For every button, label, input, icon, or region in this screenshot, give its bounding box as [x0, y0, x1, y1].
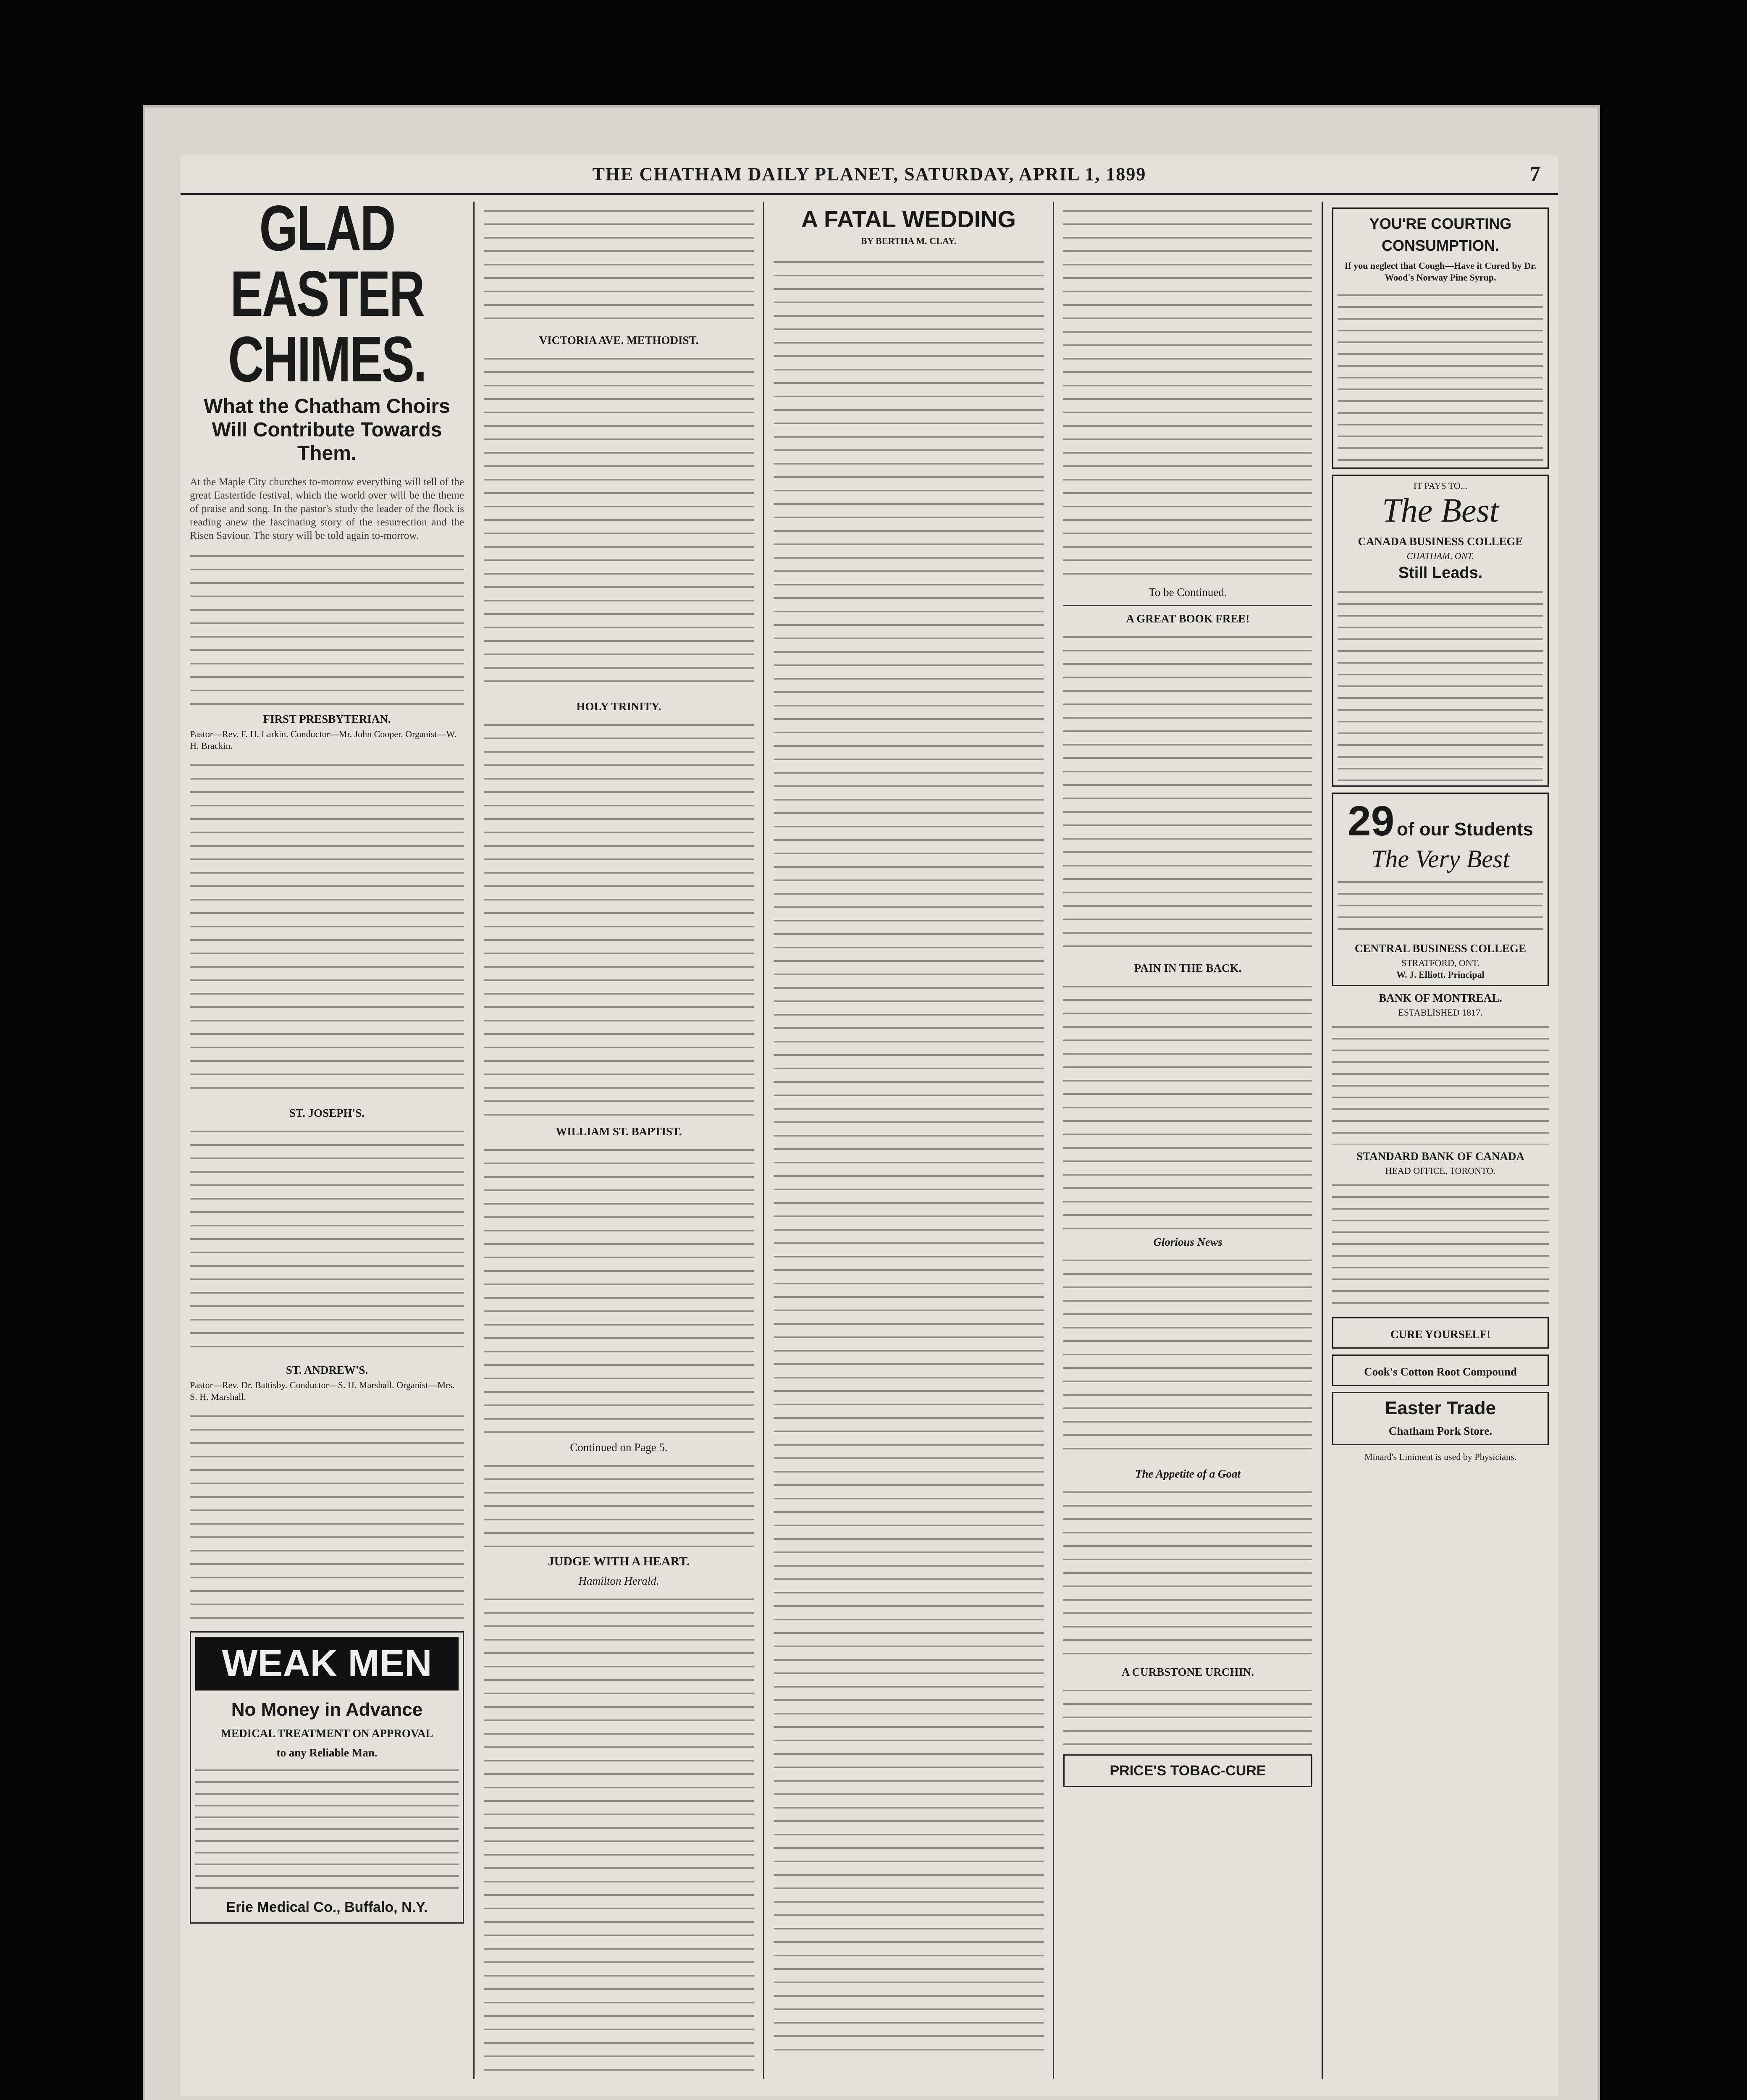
elliott: W. J. Elliott. Principal: [1396, 969, 1485, 980]
weak-men-line3: to any Reliable Man.: [276, 1746, 378, 1759]
still-leads: Still Leads.: [1398, 564, 1483, 582]
article-text-block: [1063, 977, 1312, 1229]
canada-business: CANADA BUSINESS COLLEGE: [1358, 535, 1523, 548]
article-text-block: [484, 1590, 754, 2079]
weak-men-text: [195, 1762, 459, 1896]
subhead-choirs: What the Chatham Choirs Will Contribute Towards Them.: [204, 395, 450, 465]
column-1: [181, 202, 475, 2079]
judge-headline: JUDGE WITH A HEART.: [548, 1554, 690, 1568]
article-intro: At the Maple City churches to-morrow everything will tell of the great Eastertide festival, which the world over will be the theme of praise and song. In the pastor's study the leader of the flock is reading anew the fascinating story of the resurrection and the Risen Saviour. The story will be told again to-morrow.: [190, 476, 464, 541]
standard-bank: STANDARD BANK OF CANADA: [1356, 1150, 1524, 1163]
great-book-head: A GREAT BOOK FREE!: [1126, 612, 1250, 625]
column-4: [1054, 202, 1323, 2079]
cure-yourself: CURE YOURSELF!: [1390, 1328, 1491, 1341]
divider: [1063, 605, 1312, 606]
appetite-head: The Appetite of a Goat: [1135, 1467, 1241, 1480]
program-text-block: [190, 756, 464, 1100]
erie-medical: Erie Medical Co., Buffalo, N.Y.: [226, 1899, 428, 1915]
column-2: [475, 202, 764, 2079]
weak-men-line1: No Money in Advance: [231, 1699, 423, 1720]
article-text-block: [1063, 628, 1312, 956]
chatham-ont: CHATHAM, ONT.: [1406, 551, 1474, 561]
cooks-compound: Cook's Cotton Root Compound: [1364, 1365, 1517, 1378]
weak-men-line2: MEDICAL TREATMENT ON APPROVAL: [220, 1727, 433, 1740]
bank-montreal: BANK OF MONTREAL.: [1379, 992, 1502, 1004]
the-best: The Best: [1382, 492, 1499, 529]
poem-text-block: [1063, 1681, 1312, 1748]
to-be-continued: To be Continued.: [1149, 586, 1227, 598]
twenty-nine: 29: [1347, 798, 1395, 845]
article-text-block: [1063, 1251, 1312, 1461]
program-text-block: [484, 716, 754, 1119]
our-students: of our Students: [1396, 819, 1534, 840]
byline: BY BERTHA M. CLAY.: [860, 236, 957, 246]
program-text-block: [484, 1141, 754, 1435]
masthead-title: THE CHATHAM DAILY PLANET, SATURDAY, APRIL 1, 1899: [592, 164, 1146, 184]
stratford: STRATFORD, ONT.: [1401, 958, 1479, 968]
pork-store: Chatham Pork Store.: [1388, 1425, 1493, 1437]
weak-men-title: WEAK MEN: [195, 1637, 459, 1690]
very-best: The Very Best: [1371, 845, 1510, 873]
section-first-presbyterian: FIRST PRESBYTERIAN.: [263, 713, 391, 725]
section-victoria-ave: VICTORIA AVE. METHODIST.: [539, 334, 699, 346]
program-text-block: [484, 349, 754, 694]
continued-note: Continued on Page 5.: [570, 1441, 668, 1454]
it-pays: IT PAYS TO...: [1413, 480, 1468, 491]
price-ad-title: PRICE'S TOBAC-CURE: [1110, 1763, 1266, 1779]
page-number: 7: [1529, 162, 1541, 186]
column-3: [764, 202, 1054, 2079]
article-text-block: [190, 547, 464, 706]
central-business: CENTRAL BUSINESS COLLEGE: [1354, 942, 1527, 955]
headline-easter-chimes: GLAD EASTER CHIMES.: [228, 202, 426, 396]
program-text-block: [484, 202, 754, 328]
directory: [1323, 202, 1558, 2079]
glorious-news-head: Glorious News: [1153, 1236, 1222, 1248]
headline-fatal-wedding: A FATAL WEDDING: [801, 206, 1016, 232]
judge-source: Hamilton Herald.: [578, 1575, 659, 1587]
urchin-head: A CURBSTONE URCHIN.: [1121, 1666, 1254, 1678]
story-text-block: [1063, 202, 1312, 580]
section-st-josephs: ST. JOSEPH'S.: [289, 1107, 365, 1119]
st-andrews-staff: Pastor—Rev. Dr. Battisby. Conductor—S. H. Marshall. Organist—Mrs. S. H. Marshall.: [190, 1380, 455, 1402]
minards-note: Minard's Liniment is used by Physicians.: [1364, 1452, 1517, 1462]
head-office: HEAD OFFICE, TORONTO.: [1385, 1166, 1496, 1176]
program-text-block: [190, 1407, 464, 1625]
consumption-head2: CONSUMPTION.: [1381, 237, 1499, 254]
masthead: [181, 155, 1558, 195]
pain-head: PAIN IN THE BACK.: [1134, 962, 1242, 974]
consumption-head1: YOU'RE COURTING: [1369, 215, 1512, 232]
section-william-st: WILLIAM ST. BAPTIST.: [556, 1125, 682, 1138]
article-text-block: [484, 1457, 754, 1549]
section-holy-trinity: HOLY TRINITY.: [576, 700, 661, 713]
weak-men-ad: [190, 1631, 464, 1924]
first-presbyterian-staff: Pastor—Rev. F. H. Larkin. Conductor—Mr. John Cooper. Organist—W. H. Brackin.: [190, 729, 456, 751]
easter-trade: Easter Trade: [1385, 1398, 1496, 1418]
price-tobac-cure-ad: [1063, 1754, 1312, 1787]
program-text-block: [190, 1122, 464, 1357]
section-st-andrews: ST. ANDREW'S.: [286, 1364, 368, 1376]
established: ESTABLISHED 1817.: [1398, 1007, 1483, 1018]
story-text-block: [774, 253, 1044, 2050]
consumption-sub: If you neglect that Cough—Have it Cured by Dr. Wood's Norway Pine Syrup.: [1344, 260, 1537, 283]
article-text-block: [1063, 1483, 1312, 1659]
